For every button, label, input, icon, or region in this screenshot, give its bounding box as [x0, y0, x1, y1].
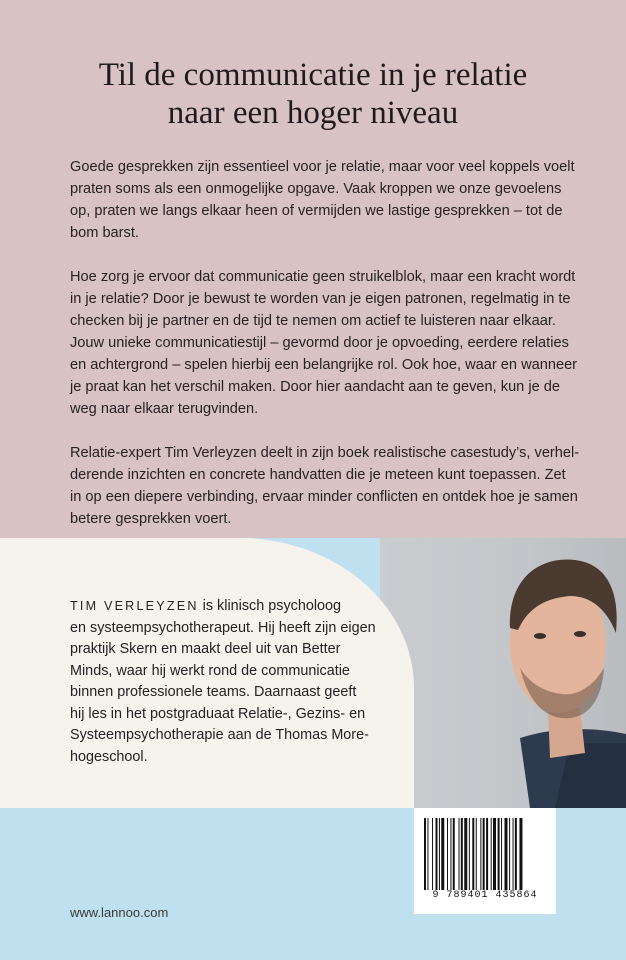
text-line: in je relatie? Door je bewust te worden van je eigen patronen, regelmatig in te: [70, 291, 571, 307]
barcode-bar: [480, 818, 481, 890]
bio-text-line: hij les in het postgraduaat Relatie-, Gezins- en: [70, 705, 366, 722]
text-line: in op een diepere verbinding, ervaar minder conflicten en ontdek hoe je samen: [70, 489, 578, 505]
barcode-bar: [461, 818, 463, 890]
barcode-bar: [432, 818, 433, 890]
isbn-number: 9 789401 435864: [432, 890, 538, 901]
text-line: op, praten we langs elkaar heen of vermijden we lastige gesprekken – tot de: [70, 203, 563, 219]
barcode-bar: [519, 818, 522, 890]
title-line-2: naar een hoger niveau: [167, 95, 459, 131]
text-line: derende inzichten en concrete handvatten die je meteen kunt toepassen. Zet: [70, 467, 566, 483]
barcode-bar: [498, 818, 500, 890]
blurb: [70, 156, 580, 552]
blurb-paragraph: [70, 442, 580, 530]
barcode-bar: [450, 818, 451, 890]
blurb-paragraph: [70, 266, 578, 420]
title-line-1: Til de communicatie in je relatie: [98, 57, 528, 93]
bio-text-line: Systeempsychotherapie aan de Thomas More-: [70, 727, 369, 743]
text-line: bom barst.: [70, 225, 139, 241]
text-line: Jouw unieke communicatiestijl – gevormd door je opvoeding, eerdere relaties: [70, 335, 569, 351]
barcode-bar: [491, 818, 492, 890]
barcode-bar: [483, 818, 485, 890]
blurb-paragraph: [70, 156, 575, 244]
barcode-bar: [501, 818, 502, 890]
text-line: betere gesprekken voert.: [70, 511, 232, 527]
text-line: checken bij je partner en de tijd te nemen om actief te luisteren naar elkaar.: [70, 313, 556, 329]
barcode-bar: [453, 818, 455, 890]
text-line: weg naar elkaar terugvinden.: [70, 401, 259, 417]
bio-text-line: en systeempsychotherapeut. Hij heeft zijn eigen: [70, 619, 376, 636]
bio-first-line: [70, 596, 390, 618]
barcode-bar: [424, 818, 426, 890]
barcode-bar: [427, 818, 428, 890]
barcode-bar: [469, 818, 470, 890]
barcode-bar: [439, 818, 440, 890]
barcode-bar: [464, 818, 467, 890]
barcode-bar: [459, 818, 460, 890]
bio-text-line: praktijk Skern en maakt deel uit van Better: [70, 641, 341, 657]
barcode-bar: [472, 818, 474, 890]
author-bio: [70, 596, 390, 768]
bio-text-line: hogeschool.: [70, 748, 148, 765]
text-line: en achtergrond – spelen hierbij een belangrijke rol. Ook hoe, waar en wanneer: [70, 357, 578, 373]
barcode-bar: [493, 818, 496, 890]
bio-text-line: binnen professionele teams. Daarnaast geeft: [70, 684, 357, 700]
bio-text-line: Minds, waar hij werkt rond de communicatie: [70, 662, 350, 679]
barcode-bar: [486, 818, 488, 890]
bio-text-line: is klinisch psycholoog: [198, 598, 342, 614]
author-portrait-illustration: [380, 538, 626, 808]
text-line: Goede gesprekken zijn essentieel voor je relatie, maar voor veel koppels voelt: [70, 159, 575, 175]
barcode-bar: [505, 818, 508, 890]
text-line: praten soms als een onmogelijke opgave. Vaak kroppen we onze gevoelens: [70, 181, 562, 197]
barcode-bar: [447, 818, 448, 890]
barcode-bar: [509, 818, 510, 890]
text-line: je praat kan het verschil maken. Door hier aandacht aan te geven, kun je de: [70, 379, 561, 395]
publisher-website[interactable]: www.lannoo.com: [70, 905, 169, 920]
barcode-bar: [513, 818, 514, 890]
text-line: Relatie-expert Tim Verleyzen deelt in zijn boek realistische casestudy’s, verhel-: [70, 445, 580, 461]
author-name: TIM VERLEYZEN: [70, 599, 199, 613]
barcode-bar: [441, 818, 444, 890]
text-line: Hoe zorg je ervoor dat communicatie geen struikelblok, maar een kracht wordt: [70, 269, 576, 285]
barcode-bar: [515, 818, 517, 890]
barcode-bar: [476, 818, 477, 890]
back-cover-title: [0, 56, 626, 132]
barcode-bar: [436, 818, 438, 890]
author-photo: [380, 538, 626, 808]
